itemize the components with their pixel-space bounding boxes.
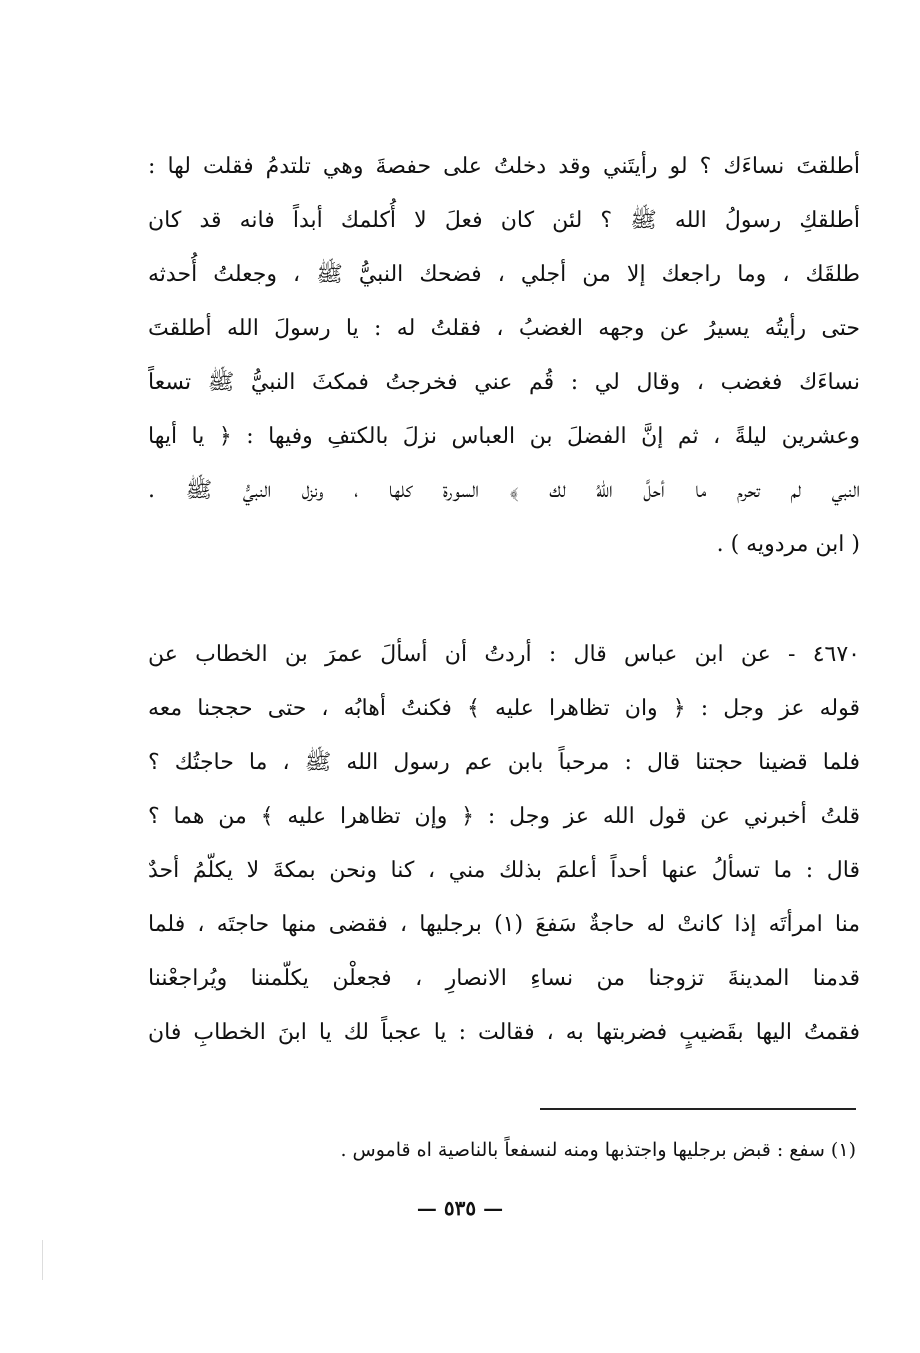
scan-margin-mark [42, 1240, 43, 1280]
text-line: منا امرأتَه إذا كانتْ له حاجةٌ سَفعَ (١) برجليها ، فقضى منها حاجتَه ، فلما [148, 912, 860, 937]
text-line: النبي لم تحرم ما أحلَّ اللهُ لك ﴾ السورة كلها ، ونزل النبيُّ ﷺ . [148, 478, 860, 503]
page-number: — ٥٣٥ — [416, 1196, 504, 1220]
text-line: فقمتُ اليها بقَضيبٍ فضربتها به ، فقالت : يا عجباً لك يا ابنَ الخطابِ فان [148, 1020, 860, 1045]
text-line: نساءَك فغضب ، وقال لي : قُم عني فخرجتُ فمكثَ النبيُّ ﷺ تسعاً [148, 370, 860, 395]
source-citation: ( ابن مردويه ) . [716, 532, 860, 557]
text-line: قدمنا المدينةَ تزوجنا من نساءِ الانصارِ ، فجعلْن يكلّمننا ويُراجعْننا [148, 966, 860, 991]
paragraph-1 [148, 140, 860, 572]
text-line: قوله عز وجل : ﴿ وان تظاهرا عليه ﴾ فكنتُ أهابُه ، حتى حججنا معه [148, 696, 860, 721]
text-line: حتى رأيتُه يسيرُ عن وجهه الغضبُ ، فقلتُ له : يا رسولَ الله أطلقتَ [148, 316, 860, 341]
text-line: قلتُ أخبرني عن قول الله عز وجل : ﴿ وإن تظاهرا عليه ﴾ من هما ؟ [148, 804, 860, 829]
text-line: أطلقكِ رسولُ الله ﷺ ؟ لئن كان فعلَ لا أُكلمك أبداً فانه قد كان [148, 208, 860, 233]
text-line: أطلقتَ نساءَك ؟ لو رأيتَني وقد دخلتُ على حفصةَ وهي تلتدمُ فقلت لها : [148, 154, 860, 179]
text-line: طلقَك ، وما راجعك إلا من أجلي ، فضحك النبيُّ ﷺ ، وجعلتُ أُحدثه [148, 262, 860, 287]
footnote: (١) سفع : قبض برجليها واجتذبها ومنه لنسفعاً بالناصية اه قاموس . [340, 1139, 856, 1161]
text-line: فلما قضينا حجتنا قال : مرحباً بابن عم رسول الله ﷺ ، ما حاجتُك ؟ [148, 750, 860, 775]
hadith-heading-line: ٤٦٧٠ - عن ابن عباس قال : أردتُ أن أسألَ عمرَ بن الخطاب عن [148, 642, 860, 667]
text-line: قال : ما تسألُ عنها أحداً أعلمَ بذلك مني ، كنا ونحن بمكةَ لا يكلّمُ أحدٌ [148, 858, 860, 883]
paragraph-2 [148, 628, 860, 1060]
text-line: وعشرين ليلةً ، ثم إنَّ الفضلَ بن العباس نزلَ بالكتفِ وفيها : ﴿ يا أيها [148, 424, 860, 449]
footnote-divider [540, 1108, 856, 1110]
